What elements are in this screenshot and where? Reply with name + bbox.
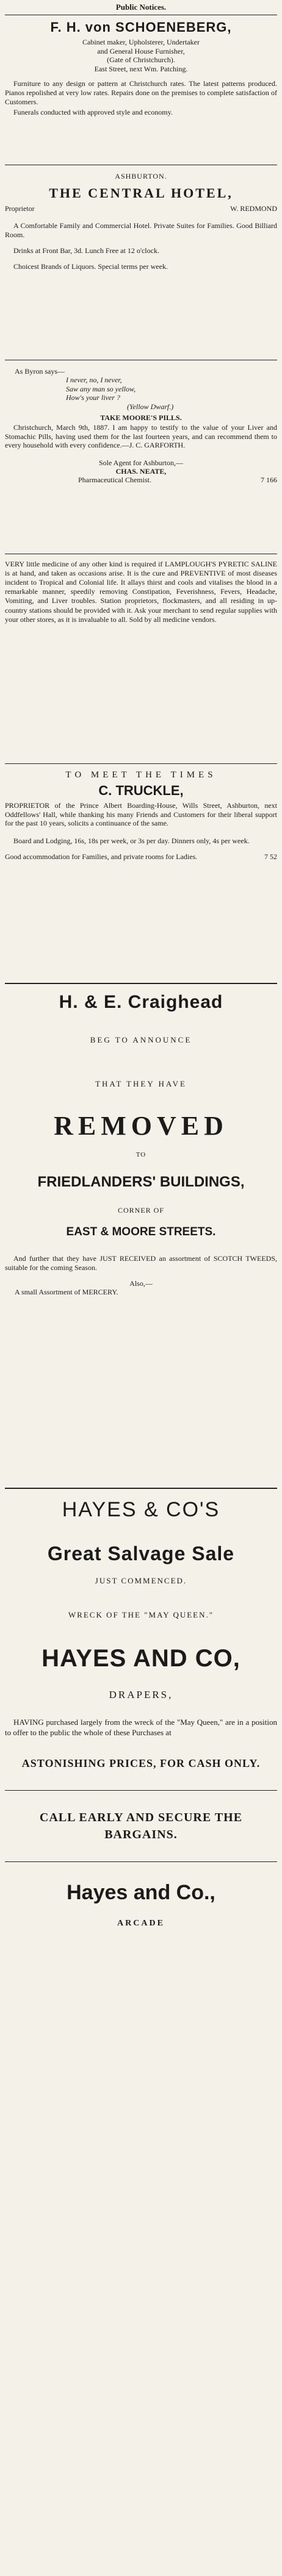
ad-heading: CALL EARLY AND SECURE THE BARGAINS.	[39, 1810, 243, 1841]
ad-title: F. H. von SCHOENEBERG,	[50, 20, 232, 35]
ad-line: CORNER OF	[117, 1205, 164, 1215]
ad-line: (Gate of Christchurch).	[107, 55, 175, 65]
ad-hayes	[5, 1497, 277, 1929]
ad-line: A small Assortment of MERCERY.	[15, 1288, 118, 1297]
ad-body: VERY little medicine of any other kind is required if LAMPLOUGH'S PYRETIC SALINE is at hand, and taken as occasions arise. It is the cure and PREVENTIVE of most diseases incident to Tropical and Colonial life. It allays thirst and cools and vitalises the blood in a remarkable manner, speedily removing Constipation, Feverishness, Fevers, Headache, Vomiting, and Liver troubles. Station proprietors, flockmasters, and all residing in up-country stations should be provided with it. Ask your merchant to send regular supplies with your other stores, as it is invaluable to all. Sold by all medicine vendors.	[5, 560, 277, 624]
ad-ref: 7 166	[261, 476, 277, 485]
divider	[5, 1790, 277, 1791]
ad-lamplough	[5, 560, 277, 624]
ad-body: HAVING purchased largely from the wreck of the "May Queen," are in a position to offer to the public the whole of these Purchases at	[5, 1717, 277, 1737]
divider	[5, 983, 277, 984]
ad-town: ASHBURTON.	[115, 172, 167, 180]
ad-line: Also,—	[129, 1279, 153, 1288]
ad-line: East Street, next Wm. Patching.	[94, 64, 188, 73]
ad-body: PROPRIETOR of the Prince Albert Boarding-House, Wills Street, Ashburton, next Oddfellows' Hall, while thanking his many Friends and Customers for their liberal support for the past 10 years, solicits a continuance of the same.	[5, 801, 277, 828]
ad-body: Choicest Brands of Liquors. Special terms per week.	[13, 262, 168, 271]
ad-line: BEG TO ANNOUNCE	[90, 1035, 192, 1044]
ad-body: A Comfortable Family and Commercial Hotel. Private Suites for Families. Good Billiard Room.	[5, 221, 277, 239]
ad-title: C. TRUCKLE,	[98, 783, 184, 798]
ad-body: Board and Lodging, 16s, 18s per week, or 3s per day. Dinners only, 4s per week.	[13, 836, 250, 845]
ad-line: TO	[136, 1151, 146, 1158]
accom-row	[5, 852, 277, 861]
agent-row	[5, 476, 277, 484]
ad-moores-pills	[5, 367, 277, 485]
agent-name: CHAS. NEATE,	[115, 466, 167, 476]
ad-line: and General House Furnisher,	[97, 46, 185, 55]
ad-title: HAYES & CO'S	[62, 1498, 220, 1521]
ad-body: And further that they have JUST RECEIVED an assortment of SCOTCH TWEEDS, suitable for the coming Season.	[5, 1254, 277, 1272]
ad-heading: FRIEDLANDERS' BUILDINGS,	[37, 1174, 245, 1191]
ad-line: JUST COMMENCED.	[95, 1576, 187, 1586]
verse-line: I never, no, I never,	[66, 376, 122, 385]
ad-heading: EAST & MOORE STREETS.	[66, 1226, 216, 1239]
agent-label: Sole Agent for Ashburton,—	[99, 458, 183, 467]
ad-line: THAT THEY HAVE	[95, 1079, 187, 1088]
divider	[5, 1488, 277, 1489]
section-header	[5, 2, 277, 12]
divider	[5, 1861, 277, 1862]
ad-heading: HAYES AND CO,	[42, 1645, 240, 1672]
ad-heading: Hayes and Co.,	[67, 1880, 215, 1904]
ad-title: H. & E. Craighead	[59, 992, 223, 1012]
ad-truckle	[5, 769, 277, 861]
ad-craighead	[5, 991, 277, 1297]
verse-line: How's your liver ?	[66, 393, 120, 402]
verse-line: (Yellow Dwarf.)	[127, 402, 174, 411]
ad-heading: REMOVED	[54, 1111, 228, 1141]
ad-heading: TAKE MOORE'S PILLS.	[100, 413, 182, 422]
ad-ref: 7 52	[264, 852, 277, 861]
ad-intro: As Byron says—	[15, 367, 65, 376]
ad-body: Funerals conducted with approved style and economy.	[13, 107, 173, 116]
ad-central-hotel	[5, 172, 277, 271]
ad-title: THE CENTRAL HOTEL,	[49, 185, 233, 201]
page-title: Public Notices.	[115, 2, 167, 12]
ad-heading: TO MEET THE TIMES	[65, 770, 217, 780]
ad-line: ARCADE	[117, 1918, 165, 1928]
ad-heading: ASTONISHING PRICES, FOR CASH ONLY.	[21, 1757, 261, 1769]
ad-line: Cabinet maker, Upholsterer, Undertaker	[82, 38, 200, 47]
ad-body: Drinks at Front Bar, 3d. Lunch Free at 12 o'clock.	[13, 246, 159, 255]
proprietor-row	[5, 204, 277, 213]
divider	[5, 763, 277, 764]
ad-line: DRAPERS,	[109, 1689, 173, 1701]
agent-title: Pharmaceutical Chemist.	[78, 476, 151, 485]
ad-schoeneberg	[5, 20, 277, 116]
ad-line: WRECK OF THE "MAY QUEEN."	[68, 1610, 214, 1619]
ad-body: Christchurch, March 9th, 1887. I am happy to testify to the value of your Liver and Stomachic Pills, having used them for the last fourteen years, and can recommend them to every household with every confidence.—J. C. GARFORTH.	[5, 423, 277, 450]
proprietor-name: W. REDMOND	[230, 204, 277, 213]
ad-body: Good accommodation for Families, and private rooms for Ladies.	[5, 852, 198, 861]
verse-line: Saw any man so yellow,	[66, 384, 136, 393]
proprietor-label: Proprietor	[5, 204, 35, 213]
ad-body: Furniture to any design or pattern at Christchurch rates. The latest patterns produced. Pianos repolished at very low rates. Repairs done on the premises to complete satisfaction of Customers.	[5, 79, 277, 106]
ad-heading: Great Salvage Sale	[47, 1542, 235, 1565]
